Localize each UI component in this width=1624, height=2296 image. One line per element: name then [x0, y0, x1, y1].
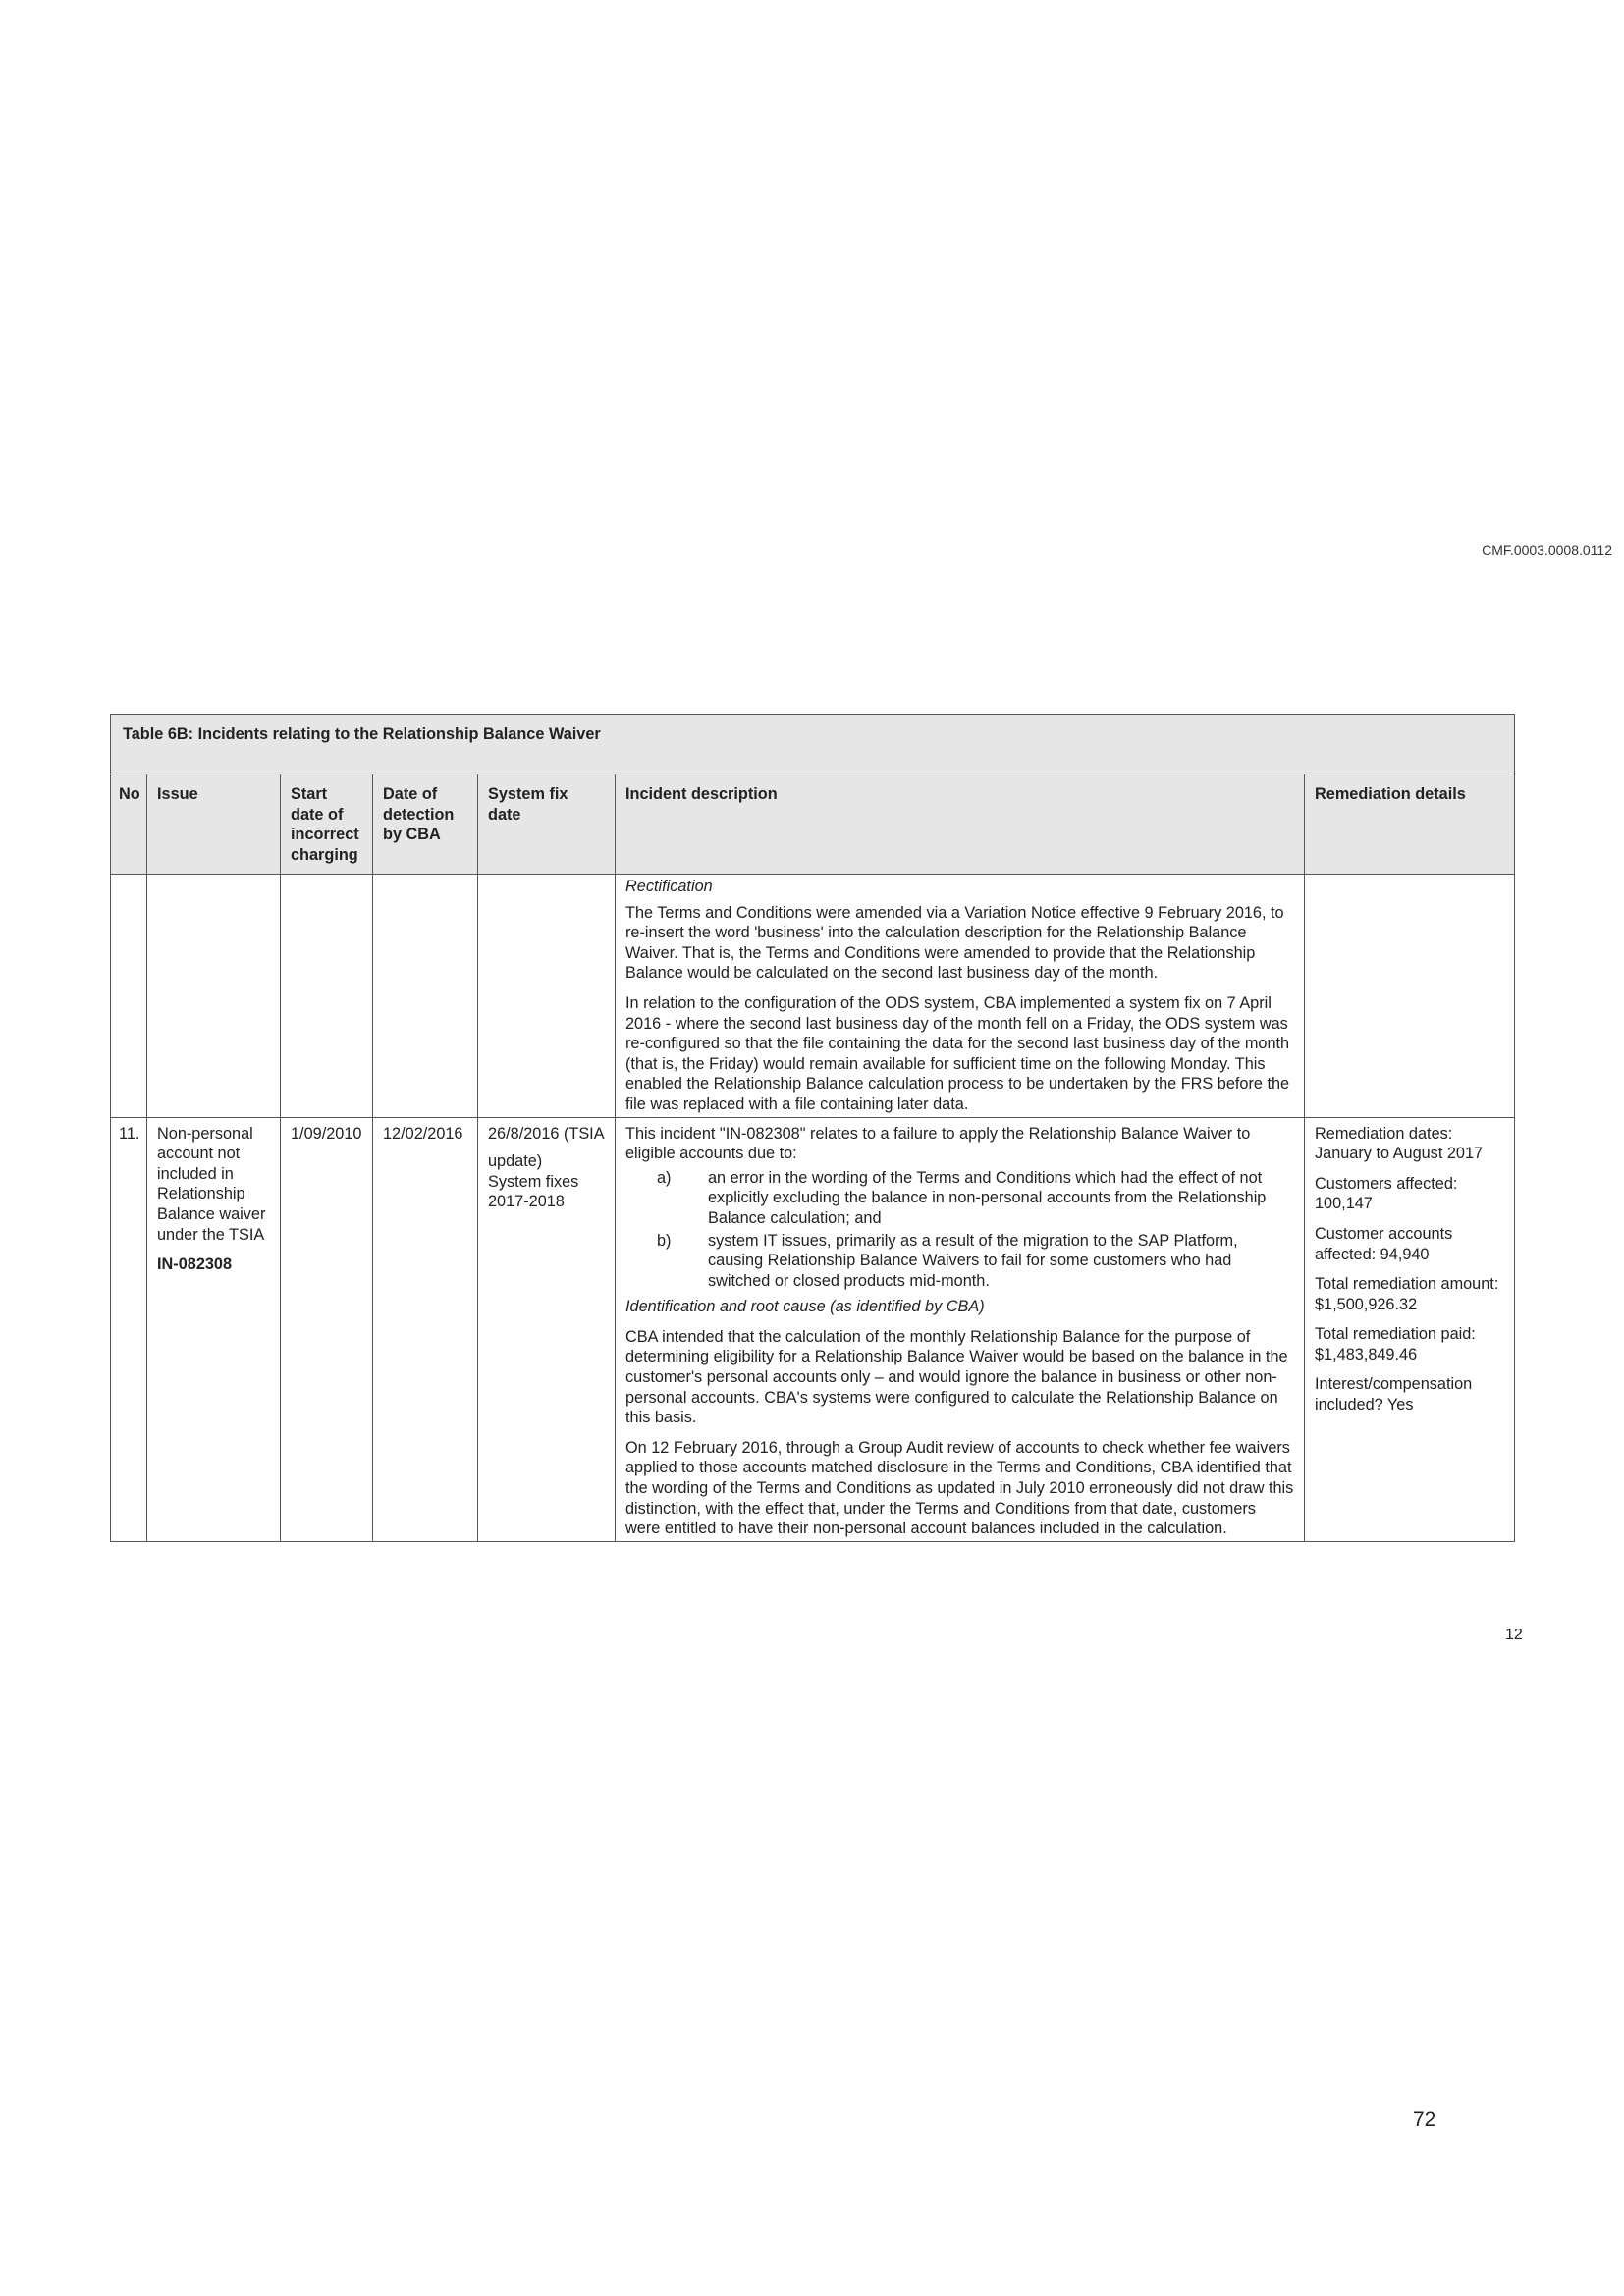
incidents-table: [110, 714, 1515, 1542]
list-marker: a): [657, 1168, 672, 1187]
list-item: [625, 1168, 1294, 1229]
header-remediation-details: Remediation details: [1305, 774, 1515, 875]
list-text: an error in the wording of the Terms and Conditions which had the effect of not explicitly excluding the balance in non-personal accounts from the Relationship Balance calculation; and: [708, 1168, 1267, 1227]
document-id: CMF.0003.0008.0112: [1482, 542, 1612, 558]
table-row-continued: [111, 875, 1515, 1118]
remediation-cell: [1305, 1117, 1515, 1541]
rectification-heading: Rectification: [625, 878, 713, 895]
header-start-date: Start date of incorrect charging: [281, 774, 373, 875]
fix-line-1: 26/8/2016 (TSIA: [488, 1124, 605, 1143]
detection-date-cell: 12/02/2016: [373, 1117, 478, 1541]
incidents-table-wrapper: [110, 714, 1514, 1542]
customer-accounts-affected: Customer accounts affected: 94,940: [1315, 1224, 1453, 1263]
sub-page-number: 12: [1505, 1627, 1523, 1643]
list-item: [625, 1231, 1294, 1292]
fix-line-2: update): [488, 1152, 543, 1171]
start-date-cell: 1/09/2010: [281, 1117, 373, 1541]
table-title: Table 6B: Incidents relating to the Relationship Balance Waiver: [111, 715, 1515, 774]
rectification-para-1: The Terms and Conditions were amended via a Variation Notice effective 9 February 2016, to re-insert the word 'business' into the calculation description for the Relationship Balance Waiver. That is, the Terms and Conditions were amended to provide that the Relationship Balance would be calculated on the second last business day of the month.: [625, 903, 1284, 983]
root-cause-para-2: On 12 February 2016, through a Group Audit review of accounts to check whether fee waivers applied to those accounts matched disclosure in the Terms and Conditions, CBA identified that the wording of the Terms and Conditions as updated in July 2010 erroneously did not draw this distinction, with the effect that, under the Terms and Conditions from that date, customers were entitled to have their non-personal account balances included in the calculation.: [625, 1438, 1294, 1538]
header-no: No: [111, 774, 147, 875]
list-marker: b): [657, 1231, 672, 1250]
incident-description-cell: [616, 1117, 1305, 1541]
reasons-list: [625, 1168, 1294, 1292]
issue-reference: IN-082308: [157, 1255, 233, 1274]
header-incident-description: Incident description: [616, 774, 1305, 875]
root-cause-para-1: CBA intended that the calculation of the monthly Relationship Balance for the purpose of determining eligibility for a Relationship Balance Waiver would be based on the balance in the customer's personal accounts only – and would ignore the balance in business or other non-personal accounts. CBA's systems were configured to calculate the Relationship Balance on this basis.: [625, 1327, 1288, 1427]
remediation-dates: Remediation dates: January to August 2017: [1315, 1124, 1484, 1163]
continued-description-cell: [616, 875, 1305, 1118]
header-issue: Issue: [147, 774, 281, 875]
issue-cell: [147, 1117, 281, 1541]
fix-line-3: System fixes 2017-2018: [488, 1172, 579, 1211]
header-detection-date: Date of detection by CBA: [373, 774, 478, 875]
system-fix-cell: [478, 1117, 616, 1541]
rectification-para-2: In relation to the configuration of the ODS system, CBA implemented a system fix on 7 April 2016 - where the second last business day of the month fell on a Friday, the ODS system was re-configured so that the file containing the data for the second last business day of the month (that is, the Friday) would remain available for sufficient time on the following Monday. This enabled the Relationship Balance calculation process to be undertaken by the FRS before the file was replaced with a file containing later data.: [625, 993, 1290, 1113]
page-number: 72: [1413, 2109, 1436, 2131]
total-remediation-amount: Total remediation amount: $1,500,926.32: [1315, 1275, 1499, 1313]
list-text: system IT issues, primarily as a result of the migration to the SAP Platform, causing Relationship Balance Waivers to fail for some customers who had switched or closed products mid-month.: [708, 1231, 1238, 1290]
table-row-11: [111, 1117, 1515, 1541]
row-number: 11.: [111, 1117, 147, 1541]
root-cause-heading: Identification and root cause (as identified by CBA): [625, 1298, 985, 1316]
incident-intro: This incident "IN-082308" relates to a failure to apply the Relationship Balance Waiver to eligible accounts due to:: [625, 1124, 1251, 1163]
issue-text: Non-personal account not included in Relationship Balance waiver under the TSIA: [157, 1124, 266, 1244]
interest-compensation: Interest/compensation included? Yes: [1315, 1375, 1473, 1415]
total-remediation-paid: Total remediation paid: $1,483,849.46: [1315, 1325, 1476, 1363]
header-system-fix-date: System fix date: [478, 774, 616, 875]
customers-affected: Customers affected: 100,147: [1315, 1174, 1458, 1213]
table-header-row: [111, 774, 1515, 875]
